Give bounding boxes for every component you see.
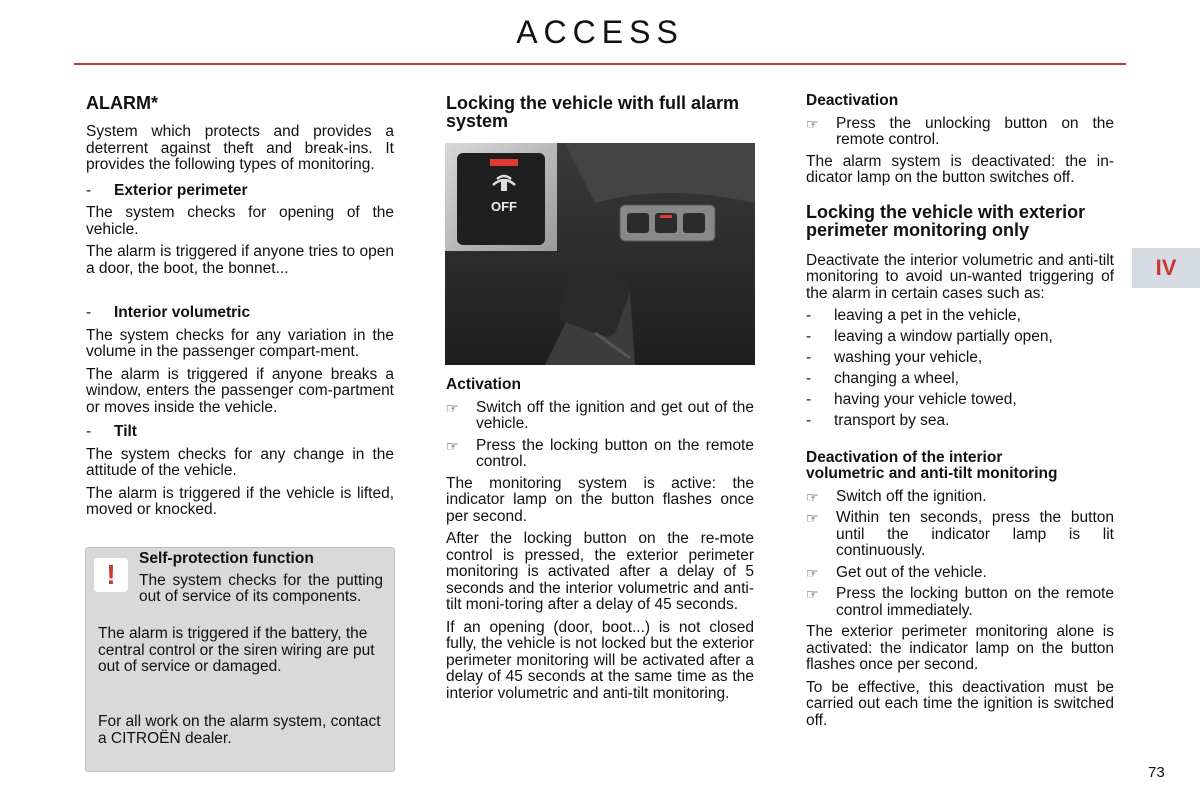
warning-title: Self-protection function <box>139 550 314 567</box>
list-item: - leaving a pet in the vehicle, <box>806 307 1021 324</box>
dash-marker: - <box>86 181 92 199</box>
dash-marker: - <box>806 370 812 387</box>
list-item: ☞ Press the locking button on the remote control. <box>446 436 754 470</box>
list-item: - having your vehicle towed, <box>806 391 1017 408</box>
exterior-alone-p: The exterior perimeter monitoring alone is activated: the indicator lamp on the button flashes once per second. <box>806 623 1114 673</box>
exterior-p1: The system checks for opening of the vehicle. <box>86 204 394 238</box>
dash-marker: - <box>806 412 812 429</box>
exterior-only-title: Locking the vehicle with exterior perimeter monitoring only <box>806 201 1086 240</box>
warning-p2: The alarm is triggered if the battery, the central control or the siren wiring are put out of service or damaged. <box>98 625 375 675</box>
deactivation-steps <box>806 489 1114 620</box>
right-column <box>806 93 1114 735</box>
interior-p2: The alarm is triggered if anyone breaks a window, enters the passenger com-partment or moves inside the vehicle. <box>86 365 394 416</box>
alarm-title: ALARM* <box>86 93 158 113</box>
tilt-p2: The alarm is triggered if the vehicle is lifted, moved or knocked. <box>86 484 394 518</box>
exterior-only-p: Deactivate the interior volumetric and anti-tilt monitoring to avoid un-wanted triggering of the alarm in certain cases such as: <box>806 251 1114 302</box>
deactivation-interior-title: Deactivation of the interior volumetric and anti-tilt monitoring <box>806 448 1058 482</box>
activation-title: Activation <box>446 376 521 393</box>
interior-heading: - Interior volumetric <box>86 304 251 321</box>
activation-p1: The monitoring system is active: the indicator lamp on the button flashes once per second. <box>446 474 754 525</box>
activation-p3: If an opening (door, boot...) is not closed fully, the vehicle is not locked but the exterior perimeter monitoring will be activated after a delay of 45 seconds at the same time as the interior volumetric and anti-tilt monitoring. <box>446 618 754 702</box>
full-alarm-title: Locking the vehicle with full alarm system <box>446 93 740 131</box>
hand-pointing-icon: ☞ <box>446 437 459 454</box>
dashboard-illustration <box>445 143 755 365</box>
deactivation-title: Deactivation <box>806 92 899 109</box>
list-item: ☞ Press the unlocking button on the remote control. <box>806 114 1114 148</box>
list-item: - transport by sea. <box>806 412 950 429</box>
dash-marker: - <box>806 391 812 408</box>
middle-column <box>446 94 754 130</box>
hand-pointing-icon: ☞ <box>806 115 819 132</box>
dash-marker: - <box>806 349 812 366</box>
list-item: - leaving a window partially open, <box>806 328 1053 345</box>
deactivation-p: The alarm system is deactivated: the in-dicator lamp on the button switches off. <box>806 152 1114 186</box>
effective-p: To be effective, this deactivation must be carried out each time the ignition is switched off. <box>806 678 1114 729</box>
list-item: ☞ Switch off the ignition and get out of the vehicle. <box>446 398 754 432</box>
left-column <box>86 94 394 525</box>
dash-marker: - <box>86 304 92 321</box>
tilt-p1: The system checks for any change in the attitude of the vehicle. <box>86 445 394 479</box>
alarm-intro: System which protects and provides a deterrent against theft and break-ins. It provides the following types of monitoring. <box>86 123 394 173</box>
list-item: - washing your vehicle, <box>806 349 983 366</box>
exterior-p2: The alarm is triggered if anyone tries to open a door, the boot, the bonnet... <box>86 243 394 277</box>
list-item: ☞ Press the locking button on the remote control immediately. <box>806 585 1114 619</box>
page-number: 73 <box>1148 764 1165 781</box>
warning-box <box>85 547 395 772</box>
list-item: ☞ Get out of the vehicle. <box>806 563 987 581</box>
svg-text:OFF: OFF <box>491 199 517 214</box>
list-item: - changing a wheel, <box>806 370 959 387</box>
activation-p2: After the locking button on the re-mote control is pressed, the exterior perimeter monitoring is activated after a delay of 5 seconds and the interior volumetric and anti-tilt moni-toring after a delay of 45 seconds. <box>446 530 754 613</box>
interior-p1: The system checks for any variation in the volume in the passenger compart-ment. <box>86 326 394 360</box>
header-divider <box>74 63 1126 65</box>
warning-p1: The system checks for the putting out of service of its components. <box>139 571 383 605</box>
hand-pointing-icon: ☞ <box>806 488 819 505</box>
cases-list <box>806 308 1114 430</box>
list-item: ☞ Switch off the ignition. <box>806 487 987 505</box>
middle-column-body <box>446 377 754 708</box>
alarm-button-photo <box>445 143 755 365</box>
hand-pointing-icon: ☞ <box>806 510 819 526</box>
hand-pointing-icon: ☞ <box>806 586 819 602</box>
dash-marker: - <box>86 423 92 440</box>
dash-marker: - <box>806 328 812 345</box>
list-item: ☞ Within ten seconds, press the button until the indicator lamp is lit continuously. <box>806 509 1114 559</box>
tilt-heading: - Tilt <box>86 423 137 440</box>
chapter-tab: IV <box>1132 248 1200 288</box>
exterior-heading: - Exterior perimeter <box>86 181 248 199</box>
warning-p3: For all work on the alarm system, contact a CITROËN dealer. <box>98 713 381 747</box>
hand-pointing-icon: ☞ <box>806 564 819 581</box>
page-title: ACCESS <box>516 14 684 50</box>
warning-icon: ! <box>94 558 128 592</box>
hand-pointing-icon: ☞ <box>446 399 459 416</box>
dash-marker: - <box>806 307 812 324</box>
